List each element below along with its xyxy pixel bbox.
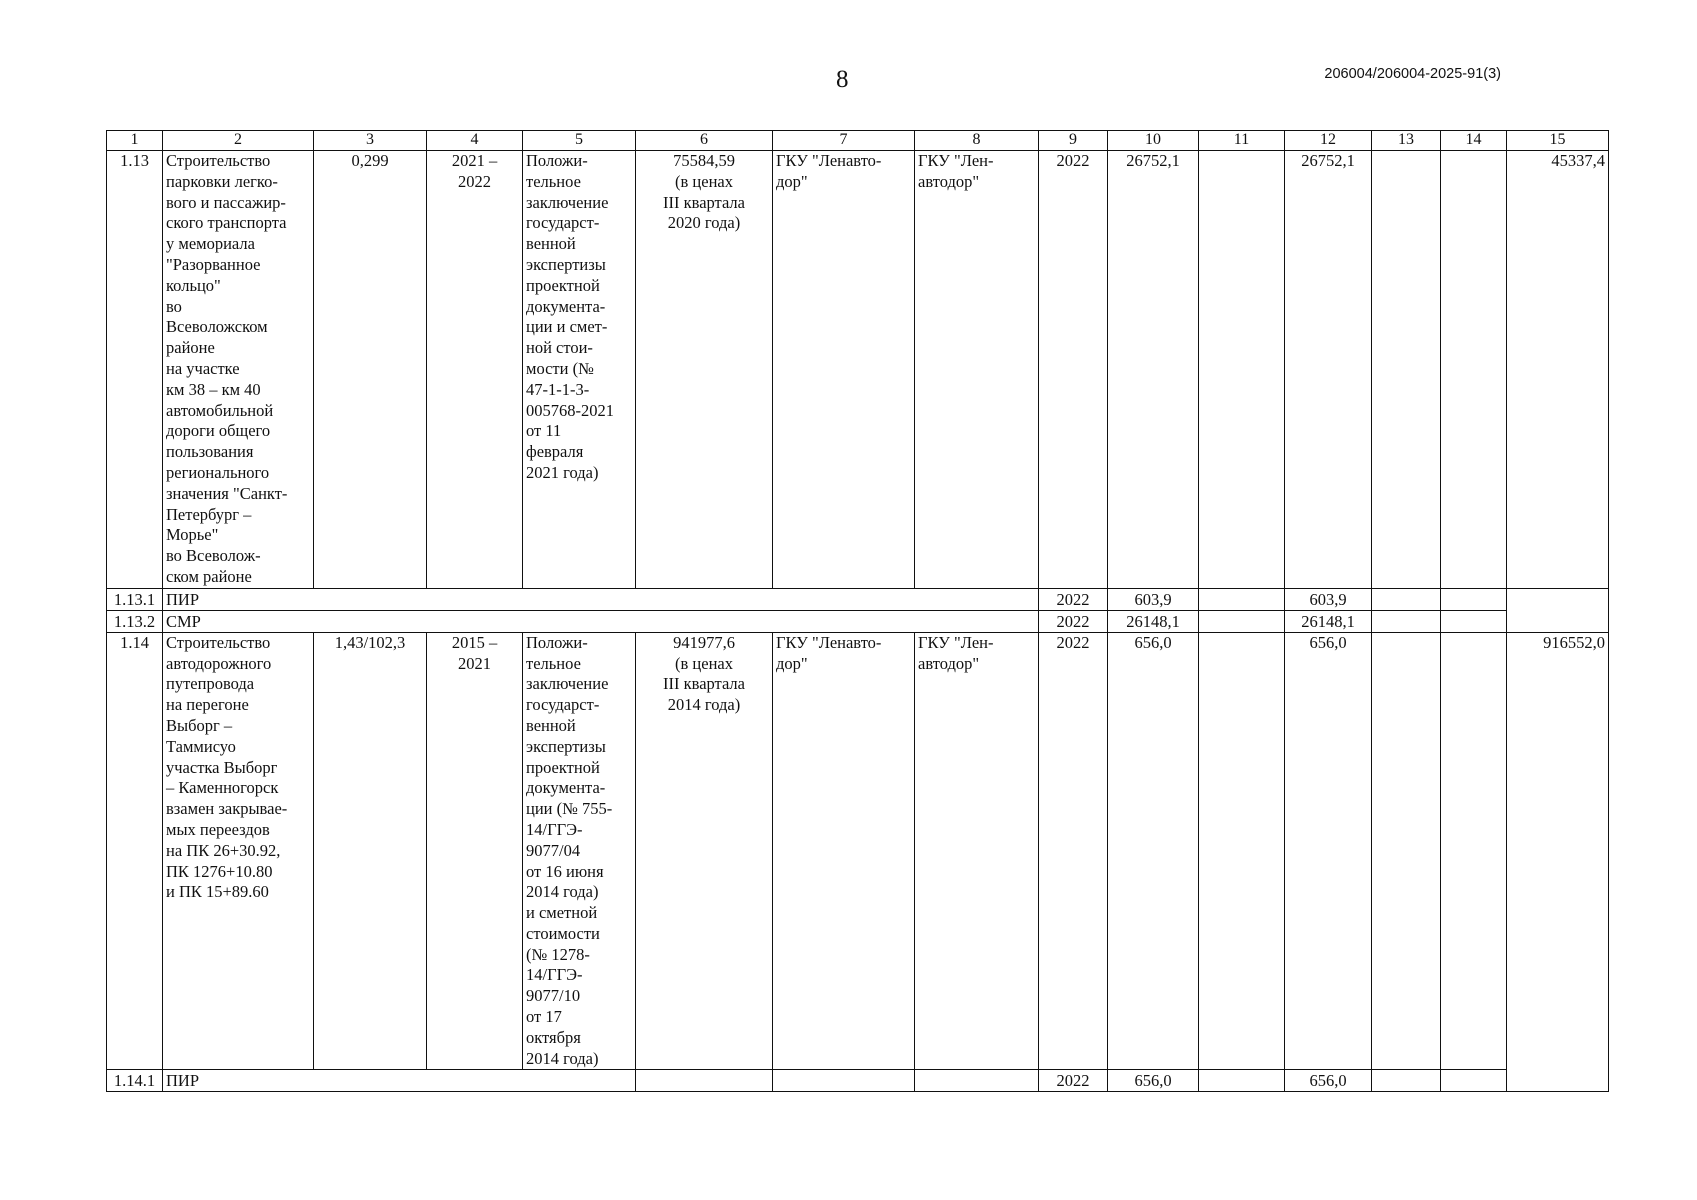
project-table [106,130,1609,1092]
col-header-4: 4 [427,131,523,151]
capacity-value: 0,299 [314,151,427,589]
col-header-2: 2 [163,131,314,151]
empty-cell [773,1070,915,1092]
table-row-1-14 [107,632,1609,1070]
value-col-13 [1372,588,1441,610]
period-value: 2015 – 2021 [427,632,523,1070]
row-number: 1.14.1 [107,1070,163,1092]
capacity-value: 1,43/102,3 [314,632,427,1070]
value-col-14 [1441,632,1507,1070]
table-row-1-13 [107,151,1609,589]
total-value: 656,0 [1108,1070,1199,1092]
value-col-15 [1507,588,1609,632]
total-value: 26752,1 [1108,151,1199,589]
value-col-11 [1199,1070,1285,1092]
row-number: 1.13.1 [107,588,163,610]
object-name: Строительство автодорожного путепровода на перегоне Выборг – Таммисуо участка Выборг – Каменногорск взамен закрывае- мых переездов на ПК 26+30.92, ПК 1276+10.80 и ПК 15+89.60 [163,632,314,1070]
year-value: 2022 [1039,151,1108,589]
value-col-12: 603,9 [1285,588,1372,610]
customer: ГКУ "Ленавто- дор" [773,151,915,589]
estimated-cost: 75584,59 (в ценах III квартала 2020 года) [636,151,773,589]
customer: ГКУ "Ленавто- дор" [773,632,915,1070]
col-header-11: 11 [1199,131,1285,151]
row-number: 1.13 [107,151,163,589]
year-value: 2022 [1039,1070,1108,1092]
col-header-8: 8 [915,131,1039,151]
value-col-12: 656,0 [1285,632,1372,1070]
value-col-14 [1441,610,1507,632]
stage-name: ПИР [163,588,1039,610]
col-header-10: 10 [1108,131,1199,151]
value-col-14 [1441,588,1507,610]
col-header-5: 5 [523,131,636,151]
estimated-cost: 941977,6 (в ценах III квартала 2014 года) [636,632,773,1070]
value-col-12: 656,0 [1285,1070,1372,1092]
header-row [107,131,1609,151]
value-col-15: 916552,0 [1507,632,1609,1092]
col-header-12: 12 [1285,131,1372,151]
col-header-15: 15 [1507,131,1609,151]
year-value: 2022 [1039,610,1108,632]
value-col-15: 45337,4 [1507,151,1609,589]
col-header-14: 14 [1441,131,1507,151]
period-value: 2021 – 2022 [427,151,523,589]
expertise-conclusion: Положи- тельное заключение государст- венной экспертизы проектной документа- ции и смет- ной стои- мости (№ 47-1-1-3- 005768-2021 от 11 февраля 2021 года) [523,151,636,589]
value-col-11 [1199,632,1285,1070]
value-col-11 [1199,610,1285,632]
total-value: 656,0 [1108,632,1199,1070]
col-header-7: 7 [773,131,915,151]
total-value: 603,9 [1108,588,1199,610]
object-name: Строительство парковки легко- вого и пассажир- ского транспорта у мемориала "Разорванное кольцо" во Всеволожском районе на участке км 38 – км 40 автомобильной дороги общего пользования регионального значения "Санкт- Петербург – Морье" во Всеволож- ском районе [163,151,314,589]
col-header-13: 13 [1372,131,1441,151]
empty-cell [915,1070,1039,1092]
developer: ГКУ "Лен- автодор" [915,151,1039,589]
page-number: 8 [836,66,849,93]
table-row-1-14-1 [107,1070,1609,1092]
value-col-13 [1372,632,1441,1070]
col-header-1: 1 [107,131,163,151]
value-col-13 [1372,610,1441,632]
value-col-14 [1441,151,1507,589]
value-col-13 [1372,151,1441,589]
col-header-6: 6 [636,131,773,151]
row-number: 1.14 [107,632,163,1070]
col-header-9: 9 [1039,131,1108,151]
year-value: 2022 [1039,588,1108,610]
value-col-11 [1199,588,1285,610]
row-number: 1.13.2 [107,610,163,632]
empty-cell [636,1070,773,1092]
year-value: 2022 [1039,632,1108,1070]
value-col-12: 26148,1 [1285,610,1372,632]
value-col-14 [1441,1070,1507,1092]
stage-name: СМР [163,610,1039,632]
document-id: 206004/206004-2025-91(3) [1324,66,1501,82]
developer: ГКУ "Лен- автодор" [915,632,1039,1070]
value-col-13 [1372,1070,1441,1092]
table-row-1-13-2 [107,610,1609,632]
col-header-3: 3 [314,131,427,151]
expertise-conclusion: Положи- тельное заключение государст- венной экспертизы проектной документа- ции (№ 755- 14/ГГЭ- 9077/04 от 16 июня 2014 года) и сметной стоимости (№ 1278- 14/ГГЭ- 9077/10 от 17 октября 2014 года) [523,632,636,1070]
value-col-11 [1199,151,1285,589]
stage-name: ПИР [163,1070,636,1092]
total-value: 26148,1 [1108,610,1199,632]
value-col-12: 26752,1 [1285,151,1372,589]
table-row-1-13-1 [107,588,1609,610]
